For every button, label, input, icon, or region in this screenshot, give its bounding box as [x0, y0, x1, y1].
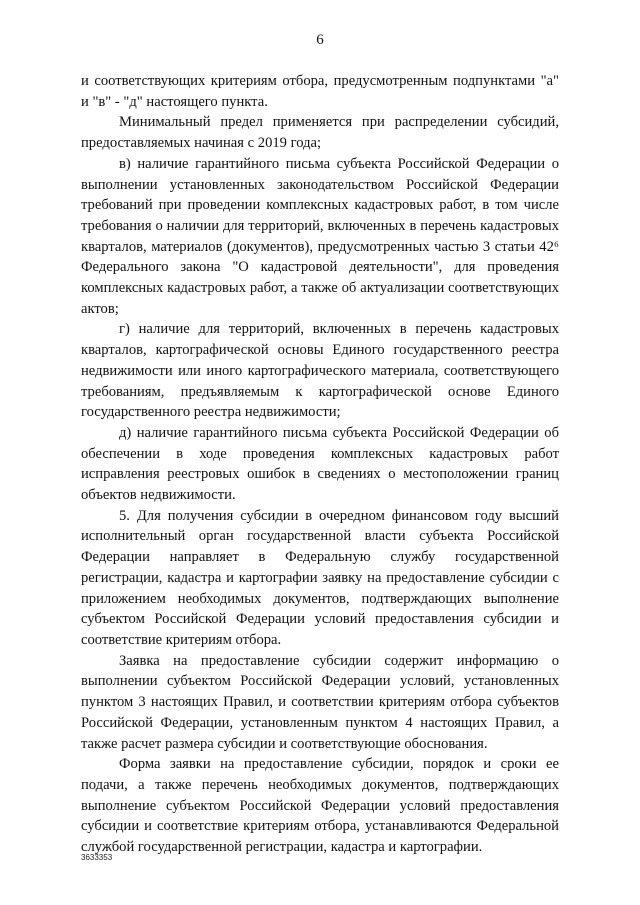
paragraph-point-5: 5. Для получения субсидии в очередном финансовом году высший исполнительный орган государственной власти субъекта Российской Федерации направляет в Федеральную службу государственной регистрации, кадастра и картографии заявку на предоставление субсидии с приложением необходимых документов, подтверждающих выполнение субъектом Российской Федерации условий предоставления субсидии и соответствие критериям отбора.: [81, 507, 559, 648]
paragraph-application-content: Заявка на предоставление субсидии содержит информацию о выполнении субъектом Российской Федерации условий, установленных пунктом 3 настоящих Правил, и соответствии критериям отбора субъектов Российской Федерации, установленным пунктом 4 настоящих Правил, а также расчет размера субсидии и соответствующие обоснования.: [81, 652, 559, 752]
document-body: [81, 71, 559, 858]
document-code: 3633353: [81, 853, 113, 862]
paragraph-minimum-limit: Минимальный предел применяется при распределении субсидий, предоставляемых начиная с 2019 года;: [81, 114, 559, 152]
page-number: 6: [316, 32, 324, 48]
paragraph-continuation: и соответствующих критериям отбора, предусмотренным подпунктами "а" и "в" - "д" настоящего пункта.: [81, 73, 559, 110]
paragraph-application-form: Форма заявки на предоставление субсидии, порядок и сроки ее подачи, а также перечень необходимых документов, подтверждающих выполнение субъектом Российской Федерации условий предоставления субсидии и соответствие критериям отбора, устанавливаются Федеральной службой государственной регистрации, кадастра и картографии.: [81, 756, 559, 856]
paragraph-item-d: д) наличие гарантийного письма субъекта Российской Федерации об обеспечении в ходе проведения комплексных кадастровых работ исправления реестровых ошибок в сведениях о местоположении границ объектов недвижимости.: [81, 424, 559, 504]
paragraph-item-g: г) наличие для территорий, включенных в перечень кадастровых кварталов, картографической основы Единого государственного реестра недвижимости или иного картографического материала, соответствующего требованиям, предъявляемым к картографической основе Единого государственного реестра недвижимости;: [81, 321, 559, 421]
paragraph-item-v: в) наличие гарантийного письма субъекта Российской Федерации о выполнении установленных законодательством Российской Федерации требований при проведении комплексных кадастровых работ, в том числе требования о наличии для территорий, включенных в перечень кадастровых кварталов, материалов (документов), предусмотренных частью 3 статьи 42⁶ Федерального закона "О кадастровой деятельности", для проведения комплексных кадастровых работ, а также об актуализации соответствующих актов;: [81, 155, 559, 317]
